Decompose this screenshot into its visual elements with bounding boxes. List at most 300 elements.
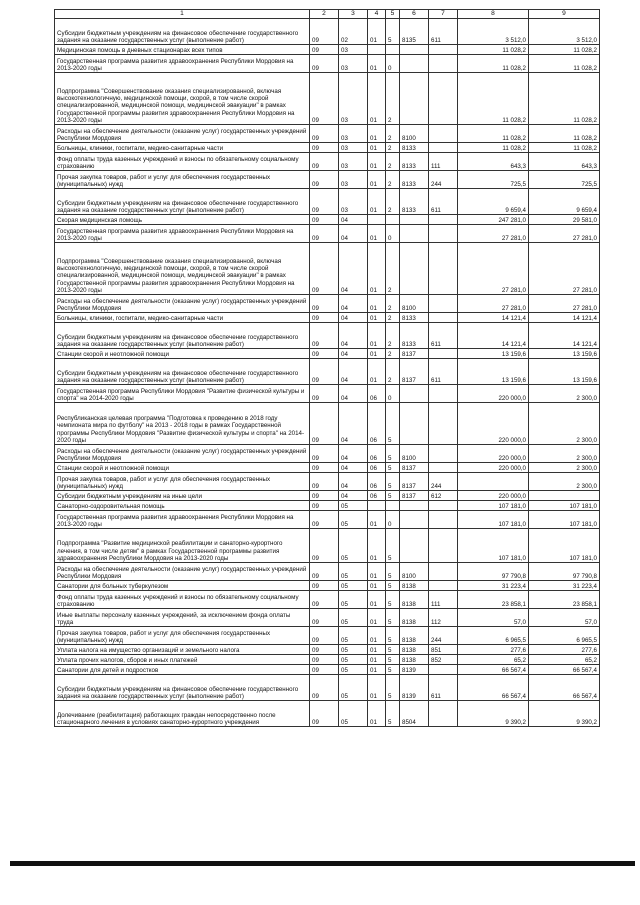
row-subprogram: 2 <box>386 73 400 125</box>
row-amount-2015: 107 181,0 <box>529 529 600 563</box>
row-subprogram: 5 <box>386 403 400 445</box>
row-ministry: 09 <box>310 665 339 675</box>
row-amount-2015: 2 300,0 <box>529 463 600 473</box>
row-subprogram: 5 <box>386 655 400 665</box>
row-amount-2014: 66 567,4 <box>458 665 529 675</box>
row-target: 8138 <box>400 655 429 665</box>
row-name: Государственная программа Республики Мордовия "Развитие физической культуры и спорта" на 2014-2020 годы <box>55 385 310 403</box>
row-ministry: 09 <box>310 45 339 55</box>
row-amount-2015: 107 181,0 <box>529 511 600 529</box>
table-row <box>55 501 600 511</box>
row-section: 05 <box>339 581 368 591</box>
row-subprogram <box>386 45 400 55</box>
row-target: 8135 <box>400 19 429 45</box>
row-section: 04 <box>339 385 368 403</box>
row-amount-2015: 14 121,4 <box>529 323 600 349</box>
row-target <box>400 385 429 403</box>
row-program: 01 <box>368 295 386 313</box>
row-section: 05 <box>339 645 368 655</box>
table-row <box>55 473 600 491</box>
row-target <box>400 215 429 225</box>
row-target: 8133 <box>400 189 429 215</box>
row-section: 03 <box>339 143 368 153</box>
row-amount-2014 <box>458 473 529 491</box>
row-vr: 244 <box>429 473 458 491</box>
row-name: Долечивание (реабилитация) работающих граждан непосредственно после стационарного лечения в условиях санаторно-курортного учреждения <box>55 701 310 727</box>
row-vr <box>429 45 458 55</box>
row-section: 03 <box>339 171 368 189</box>
row-vr <box>429 445 458 463</box>
row-subprogram: 5 <box>386 463 400 473</box>
row-vr <box>429 463 458 473</box>
row-subprogram <box>386 501 400 511</box>
header-cell: 6 <box>400 10 429 19</box>
row-name: Уплата налога на имущество организаций и земельного налога <box>55 645 310 655</box>
row-target: 8138 <box>400 627 429 645</box>
table-row <box>55 349 600 359</box>
table-row <box>55 385 600 403</box>
row-program: 01 <box>368 19 386 45</box>
row-vr: 611 <box>429 19 458 45</box>
row-ministry: 09 <box>310 73 339 125</box>
row-section: 04 <box>339 313 368 323</box>
row-subprogram: 5 <box>386 665 400 675</box>
row-amount-2014: 107 181,0 <box>458 501 529 511</box>
row-name: Санатории для больных туберкулезом <box>55 581 310 591</box>
row-amount-2014: 220 000,0 <box>458 403 529 445</box>
table-row <box>55 529 600 563</box>
row-section: 05 <box>339 563 368 581</box>
row-target: 8504 <box>400 701 429 727</box>
row-vr <box>429 295 458 313</box>
row-vr <box>429 511 458 529</box>
table-row <box>55 189 600 215</box>
row-program: 01 <box>368 243 386 295</box>
row-section: 05 <box>339 591 368 609</box>
row-name: Подпрограмма "Совершенствование оказания специализированной, включая высокотехнологичную, медицинской помощи, скорой, в том числе скорой специализированной, медицинской помощи, медицинской эвакуации" в рамках Государственной программы развития здравоохранения Республики Мордовия на 2013-2020 годы <box>55 73 310 125</box>
row-name: Государственная программа развития здравоохранения Республики Мордовия на 2013-2020 годы <box>55 511 310 529</box>
row-ministry: 09 <box>310 171 339 189</box>
header-cell: 7 <box>429 10 458 19</box>
row-target: 8100 <box>400 445 429 463</box>
table-row <box>55 359 600 385</box>
row-amount-2015: 11 028,2 <box>529 143 600 153</box>
row-amount-2014: 220 000,0 <box>458 491 529 501</box>
row-amount-2014: 66 567,4 <box>458 675 529 701</box>
row-target: 8133 <box>400 143 429 153</box>
row-name: Санаторно-оздоровительная помощь <box>55 501 310 511</box>
row-target: 8138 <box>400 581 429 591</box>
bottom-rule <box>10 861 635 866</box>
row-amount-2014: 3 512,0 <box>458 19 529 45</box>
row-section: 05 <box>339 665 368 675</box>
table-row <box>55 645 600 655</box>
row-ministry: 09 <box>310 295 339 313</box>
row-ministry: 09 <box>310 403 339 445</box>
row-subprogram: 0 <box>386 225 400 243</box>
row-ministry: 09 <box>310 189 339 215</box>
row-amount-2014: 247 281,0 <box>458 215 529 225</box>
row-amount-2014: 27 281,0 <box>458 243 529 295</box>
row-vr <box>429 225 458 243</box>
row-ministry: 09 <box>310 385 339 403</box>
row-name: Расходы на обеспечение деятельности (оказание услуг) государственных учреждений Республики Мордовия <box>55 445 310 463</box>
header-cell: 9 <box>529 10 600 19</box>
table-row <box>55 323 600 349</box>
row-amount-2014: 57,0 <box>458 609 529 627</box>
row-name: Станции скорой и неотложной помощи <box>55 349 310 359</box>
row-target: 8138 <box>400 645 429 655</box>
row-section: 05 <box>339 609 368 627</box>
row-subprogram: 5 <box>386 581 400 591</box>
row-subprogram: 5 <box>386 645 400 655</box>
row-amount-2014: 107 181,0 <box>458 529 529 563</box>
row-amount-2014: 14 121,4 <box>458 323 529 349</box>
row-program: 01 <box>368 627 386 645</box>
row-name: Санатории для детей и подростков <box>55 665 310 675</box>
row-amount-2015: 2 300,0 <box>529 385 600 403</box>
row-vr: 111 <box>429 591 458 609</box>
row-ministry: 09 <box>310 359 339 385</box>
table-row <box>55 73 600 125</box>
row-amount-2015: 57,0 <box>529 609 600 627</box>
table-row <box>55 45 600 55</box>
table-row <box>55 675 600 701</box>
row-subprogram: 5 <box>386 19 400 45</box>
row-vr: 611 <box>429 189 458 215</box>
table-row <box>55 225 600 243</box>
row-name: Расходы на обеспечение деятельности (оказание услуг) государственных учреждений Республики Мордовия <box>55 125 310 143</box>
row-amount-2015: 97 790,8 <box>529 563 600 581</box>
row-subprogram: 2 <box>386 153 400 171</box>
row-program: 01 <box>368 701 386 727</box>
table-row <box>55 665 600 675</box>
row-program: 01 <box>368 591 386 609</box>
row-ministry: 09 <box>310 501 339 511</box>
row-amount-2014: 11 028,2 <box>458 125 529 143</box>
row-target <box>400 243 429 295</box>
row-amount-2014: 220 000,0 <box>458 385 529 403</box>
row-name: Иные выплаты персоналу казенных учреждений, за исключением фонда оплаты труда <box>55 609 310 627</box>
row-amount-2015: 9 390,2 <box>529 701 600 727</box>
table-row <box>55 445 600 463</box>
row-ministry: 09 <box>310 349 339 359</box>
table-row <box>55 19 600 45</box>
row-section: 04 <box>339 225 368 243</box>
row-section: 03 <box>339 45 368 55</box>
table-row <box>55 491 600 501</box>
row-subprogram: 2 <box>386 125 400 143</box>
header-cell: 5 <box>386 10 400 19</box>
row-subprogram: 0 <box>386 385 400 403</box>
row-section: 04 <box>339 243 368 295</box>
row-ministry: 09 <box>310 153 339 171</box>
table-row <box>55 581 600 591</box>
row-amount-2014: 11 028,2 <box>458 143 529 153</box>
row-program: 01 <box>368 645 386 655</box>
row-section: 05 <box>339 501 368 511</box>
row-section: 04 <box>339 215 368 225</box>
row-name: Субсидии бюджетным учреждениям на иные цели <box>55 491 310 501</box>
row-target: 8137 <box>400 473 429 491</box>
row-ministry: 09 <box>310 445 339 463</box>
row-target: 8139 <box>400 675 429 701</box>
row-amount-2015: 29 581,0 <box>529 215 600 225</box>
row-program: 01 <box>368 563 386 581</box>
row-vr: 852 <box>429 655 458 665</box>
row-ministry: 09 <box>310 125 339 143</box>
row-name: Субсидии бюджетным учреждениям на финансовое обеспечение государственного задания на оказание государственных услуг (выполнение работ) <box>55 19 310 45</box>
row-amount-2015: 13 159,6 <box>529 359 600 385</box>
row-target: 8138 <box>400 609 429 627</box>
header-cell: 8 <box>458 10 529 19</box>
row-section: 03 <box>339 73 368 125</box>
row-section: 05 <box>339 701 368 727</box>
row-section: 04 <box>339 473 368 491</box>
row-target: 8100 <box>400 295 429 313</box>
row-name: Фонд оплаты труда казенных учреждений и взносы по обязательному социальному страхованию <box>55 153 310 171</box>
row-ministry: 09 <box>310 529 339 563</box>
row-amount-2015: 66 567,4 <box>529 665 600 675</box>
row-amount-2014: 6 965,5 <box>458 627 529 645</box>
row-name: Субсидии бюджетным учреждениям на финансовое обеспечение государственного задания на оказание государственных услуг (выполнение работ) <box>55 359 310 385</box>
table-row <box>55 153 600 171</box>
row-amount-2015: 11 028,2 <box>529 55 600 73</box>
row-subprogram: 2 <box>386 295 400 313</box>
row-subprogram: 2 <box>386 243 400 295</box>
row-subprogram: 5 <box>386 701 400 727</box>
row-amount-2015: 11 028,2 <box>529 125 600 143</box>
row-program <box>368 501 386 511</box>
row-ministry: 09 <box>310 581 339 591</box>
row-target: 8133 <box>400 153 429 171</box>
row-vr <box>429 385 458 403</box>
row-name: Субсидии бюджетным учреждениям на финансовое обеспечение государственного задания на оказание государственных услуг (выполнение работ) <box>55 323 310 349</box>
row-amount-2014: 107 181,0 <box>458 511 529 529</box>
row-ministry: 09 <box>310 491 339 501</box>
row-subprogram: 5 <box>386 675 400 701</box>
row-vr <box>429 563 458 581</box>
row-name: Больницы, клиники, госпитали, медико-санитарные части <box>55 313 310 323</box>
row-amount-2015: 2 300,0 <box>529 445 600 463</box>
table-row <box>55 143 600 153</box>
row-name: Государственная программа развития здравоохранения Республики Мордовия на 2013-2020 годы <box>55 225 310 243</box>
row-vr: 611 <box>429 675 458 701</box>
row-amount-2014: 23 858,1 <box>458 591 529 609</box>
row-target: 8137 <box>400 349 429 359</box>
row-target: 8133 <box>400 313 429 323</box>
row-vr: 612 <box>429 491 458 501</box>
row-program: 06 <box>368 445 386 463</box>
row-vr <box>429 529 458 563</box>
row-name: Прочая закупка товаров, работ и услуг для обеспечения государственных (муниципальных) нужд <box>55 171 310 189</box>
row-subprogram: 5 <box>386 445 400 463</box>
row-subprogram: 2 <box>386 359 400 385</box>
row-target: 8139 <box>400 665 429 675</box>
row-name: Медицинская помощь в дневных стационарах всех типов <box>55 45 310 55</box>
row-subprogram <box>386 215 400 225</box>
row-name: Подпрограмма "Развитие медицинской реабилитации и санаторно-курортного лечения, в том числе детям" в рамках Государственной программы развития здравоохранения Республики Мордовия на 2013-2020 годы <box>55 529 310 563</box>
row-section: 02 <box>339 19 368 45</box>
row-ministry: 09 <box>310 323 339 349</box>
row-section: 04 <box>339 491 368 501</box>
row-program: 01 <box>368 323 386 349</box>
row-section: 04 <box>339 445 368 463</box>
row-program: 01 <box>368 349 386 359</box>
row-vr <box>429 701 458 727</box>
row-ministry: 09 <box>310 563 339 581</box>
row-section: 04 <box>339 349 368 359</box>
row-amount-2014: 725,5 <box>458 171 529 189</box>
row-amount-2014: 97 790,8 <box>458 563 529 581</box>
row-amount-2014: 13 159,6 <box>458 349 529 359</box>
row-program: 01 <box>368 153 386 171</box>
row-program: 01 <box>368 665 386 675</box>
table-row <box>55 215 600 225</box>
row-amount-2014: 27 281,0 <box>458 295 529 313</box>
row-amount-2014: 11 028,2 <box>458 73 529 125</box>
row-program <box>368 215 386 225</box>
row-amount-2015: 2 300,0 <box>529 473 600 491</box>
row-target: 8137 <box>400 491 429 501</box>
row-amount-2015: 643,3 <box>529 153 600 171</box>
row-target <box>400 55 429 73</box>
row-section: 03 <box>339 55 368 73</box>
row-amount-2015: 65,2 <box>529 655 600 665</box>
table-row <box>55 403 600 445</box>
row-program: 01 <box>368 189 386 215</box>
row-subprogram: 2 <box>386 313 400 323</box>
row-section: 03 <box>339 153 368 171</box>
row-program: 01 <box>368 581 386 591</box>
row-amount-2015: 27 281,0 <box>529 225 600 243</box>
row-ministry: 09 <box>310 143 339 153</box>
row-vr: 244 <box>429 171 458 189</box>
row-program: 01 <box>368 313 386 323</box>
row-amount-2014: 13 159,6 <box>458 359 529 385</box>
row-name: Станции скорой и неотложной помощи <box>55 463 310 473</box>
table-body <box>55 10 600 727</box>
row-ministry: 09 <box>310 225 339 243</box>
row-ministry: 09 <box>310 19 339 45</box>
row-amount-2015: 14 121,4 <box>529 313 600 323</box>
row-subprogram: 0 <box>386 511 400 529</box>
row-vr <box>429 215 458 225</box>
row-section: 04 <box>339 403 368 445</box>
row-target: 8100 <box>400 125 429 143</box>
row-amount-2015: 66 567,4 <box>529 675 600 701</box>
row-name: Скорая медицинская помощь <box>55 215 310 225</box>
row-program: 01 <box>368 55 386 73</box>
row-vr: 112 <box>429 609 458 627</box>
row-program: 06 <box>368 463 386 473</box>
row-target <box>400 403 429 445</box>
row-ministry: 09 <box>310 591 339 609</box>
header-cell: 3 <box>339 10 368 19</box>
row-amount-2015: 277,6 <box>529 645 600 655</box>
row-target: 8100 <box>400 563 429 581</box>
table-row <box>55 609 600 627</box>
row-ministry: 09 <box>310 701 339 727</box>
row-program: 01 <box>368 359 386 385</box>
table-row <box>55 563 600 581</box>
row-program: 01 <box>368 73 386 125</box>
row-program: 01 <box>368 609 386 627</box>
row-section: 03 <box>339 125 368 143</box>
row-subprogram: 5 <box>386 609 400 627</box>
row-section: 04 <box>339 463 368 473</box>
row-subprogram: 5 <box>386 491 400 501</box>
row-program: 01 <box>368 125 386 143</box>
row-target: 8133 <box>400 171 429 189</box>
row-name: Подпрограмма "Совершенствование оказания специализированной, включая высокотехнологичную, медицинской помощи, скорой, в том числе скорой специализированной, медицинской помощи, медицинской эвакуации" в рамках Государственной программы развития здравоохранения Республики Мордовия на 2013-2020 годы <box>55 243 310 295</box>
row-ministry: 09 <box>310 215 339 225</box>
row-amount-2014: 31 223,4 <box>458 581 529 591</box>
table-row <box>55 313 600 323</box>
table-row <box>55 243 600 295</box>
table-row <box>55 463 600 473</box>
row-subprogram: 5 <box>386 591 400 609</box>
table-row <box>55 655 600 665</box>
row-target <box>400 225 429 243</box>
row-vr <box>429 143 458 153</box>
row-target <box>400 501 429 511</box>
row-section: 03 <box>339 189 368 215</box>
row-subprogram: 0 <box>386 55 400 73</box>
row-vr: 611 <box>429 359 458 385</box>
row-ministry: 09 <box>310 645 339 655</box>
row-name: Субсидии бюджетным учреждениям на финансовое обеспечение государственного задания на оказание государственных услуг (выполнение работ) <box>55 675 310 701</box>
row-amount-2015: 6 965,5 <box>529 627 600 645</box>
row-program <box>368 45 386 55</box>
row-target <box>400 529 429 563</box>
row-ministry: 09 <box>310 473 339 491</box>
row-subprogram: 2 <box>386 171 400 189</box>
row-name: Прочая закупка товаров, работ и услуг для обеспечения государственных (муниципальных) нужд <box>55 473 310 491</box>
table-row <box>55 511 600 529</box>
row-section: 04 <box>339 359 368 385</box>
row-amount-2014: 11 028,2 <box>458 55 529 73</box>
row-subprogram: 5 <box>386 627 400 645</box>
row-subprogram: 2 <box>386 323 400 349</box>
row-amount-2014: 220 000,0 <box>458 463 529 473</box>
row-subprogram: 2 <box>386 189 400 215</box>
row-ministry: 09 <box>310 463 339 473</box>
table-row <box>55 591 600 609</box>
row-program: 01 <box>368 655 386 665</box>
row-amount-2014: 643,3 <box>458 153 529 171</box>
row-amount-2014: 65,2 <box>458 655 529 665</box>
row-program: 01 <box>368 171 386 189</box>
row-vr <box>429 313 458 323</box>
row-vr <box>429 125 458 143</box>
row-section: 05 <box>339 655 368 665</box>
row-amount-2015: 13 159,6 <box>529 349 600 359</box>
header-cell: 2 <box>310 10 339 19</box>
row-amount-2015: 23 858,1 <box>529 591 600 609</box>
row-target <box>400 45 429 55</box>
row-ministry: 09 <box>310 313 339 323</box>
header-row <box>55 10 600 19</box>
row-ministry: 09 <box>310 675 339 701</box>
row-ministry: 09 <box>310 609 339 627</box>
row-program: 06 <box>368 385 386 403</box>
row-amount-2014: 9 659,4 <box>458 189 529 215</box>
row-name: Республиканская целевая программа "Подготовка к проведению в 2018 году чемпионата мира по футболу" на 2013 - 2018 годы в рамках Государственной программы Республики Мордовия "Развитие физической культуры и спорта" на 2014-2020 годы <box>55 403 310 445</box>
row-subprogram: 5 <box>386 529 400 563</box>
row-amount-2015: 725,5 <box>529 171 600 189</box>
row-section: 05 <box>339 627 368 645</box>
